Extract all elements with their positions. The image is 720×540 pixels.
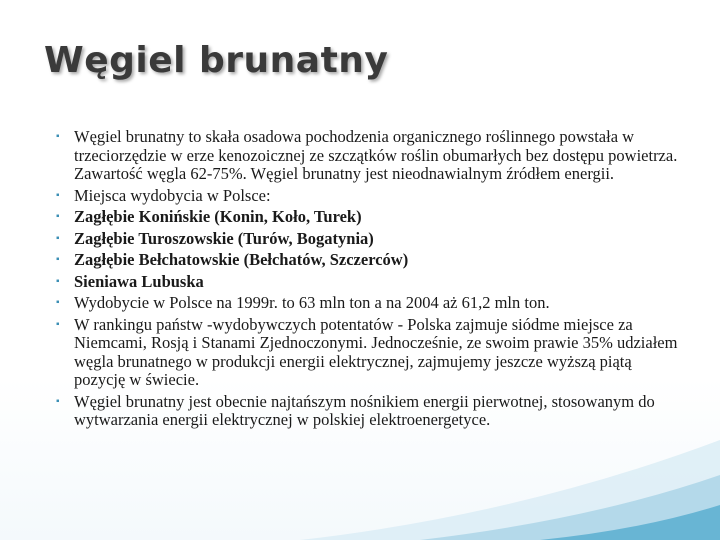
list-item [56, 208, 686, 227]
list-item [56, 187, 686, 206]
bullet-icon: ▪ [56, 318, 60, 330]
bullet-text: Zagłębie Turoszowskie (Turów, Bogatynia) [74, 228, 374, 248]
slide-title: Węgiel brunatny [44, 40, 389, 81]
list-item [56, 393, 686, 430]
bullet-icon: ▪ [56, 275, 60, 287]
bullet-icon: ▪ [56, 211, 60, 222]
bullet-text: W rankingu państw -wydobywczych potentatów - Polska zajmuje siódme miejsce za Niemcami, Rosją i Stanami Zjednoczonymi. Jednocześnie, ze swoim prawie 35% udziałem węgla brunatnego w produkcji energii elektrycznej, zajmujemy jeszcze wyższą piątą pozycję w świecie. [74, 314, 678, 389]
bullet-icon: ▪ [56, 232, 60, 244]
bullet-text: Węgiel brunatny jest obecnie najtańszym nośnikiem energii pierwotnej, stosowanym do wytwarzania energii elektrycznej w polskiej elektroenergetyce. [74, 391, 655, 429]
list-item [56, 230, 686, 249]
bullet-text: Sieniawa Lubuska [74, 271, 204, 291]
list-item [56, 294, 686, 313]
list-item [56, 273, 686, 292]
bullet-text: Zagłębie Konińskie (Konin, Koło, Turek) [74, 207, 362, 226]
bullet-icon: ▪ [56, 189, 60, 201]
list-item [56, 316, 686, 390]
bullet-text: Węgiel brunatny to skała osadowa pochodzenia organicznego roślinnego powstała w trzeciorzędzie w erze kenozoicznej ze szczątków roślin obumarłych bez dostępu powietrza. Zawartość węgla 62-75%. Węgiel brunatny jest nieodnawialnym źródłem energii. [74, 127, 678, 183]
bullet-text: Wydobycie w Polsce na 1999r. to 63 mln ton a na 2004 aż 61,2 mln ton. [74, 293, 550, 312]
bullet-icon: ▪ [56, 395, 60, 407]
list-item [56, 128, 686, 184]
bullet-icon: ▪ [56, 297, 60, 308]
bullet-text: Zagłębie Bełchatowskie (Bełchatów, Szczerców) [74, 250, 409, 269]
bullet-list [56, 128, 686, 433]
bullet-text: Miejsca wydobycia w Polsce: [74, 185, 271, 205]
list-item [56, 251, 686, 270]
bullet-icon: ▪ [56, 131, 60, 142]
bullet-icon: ▪ [56, 254, 60, 265]
